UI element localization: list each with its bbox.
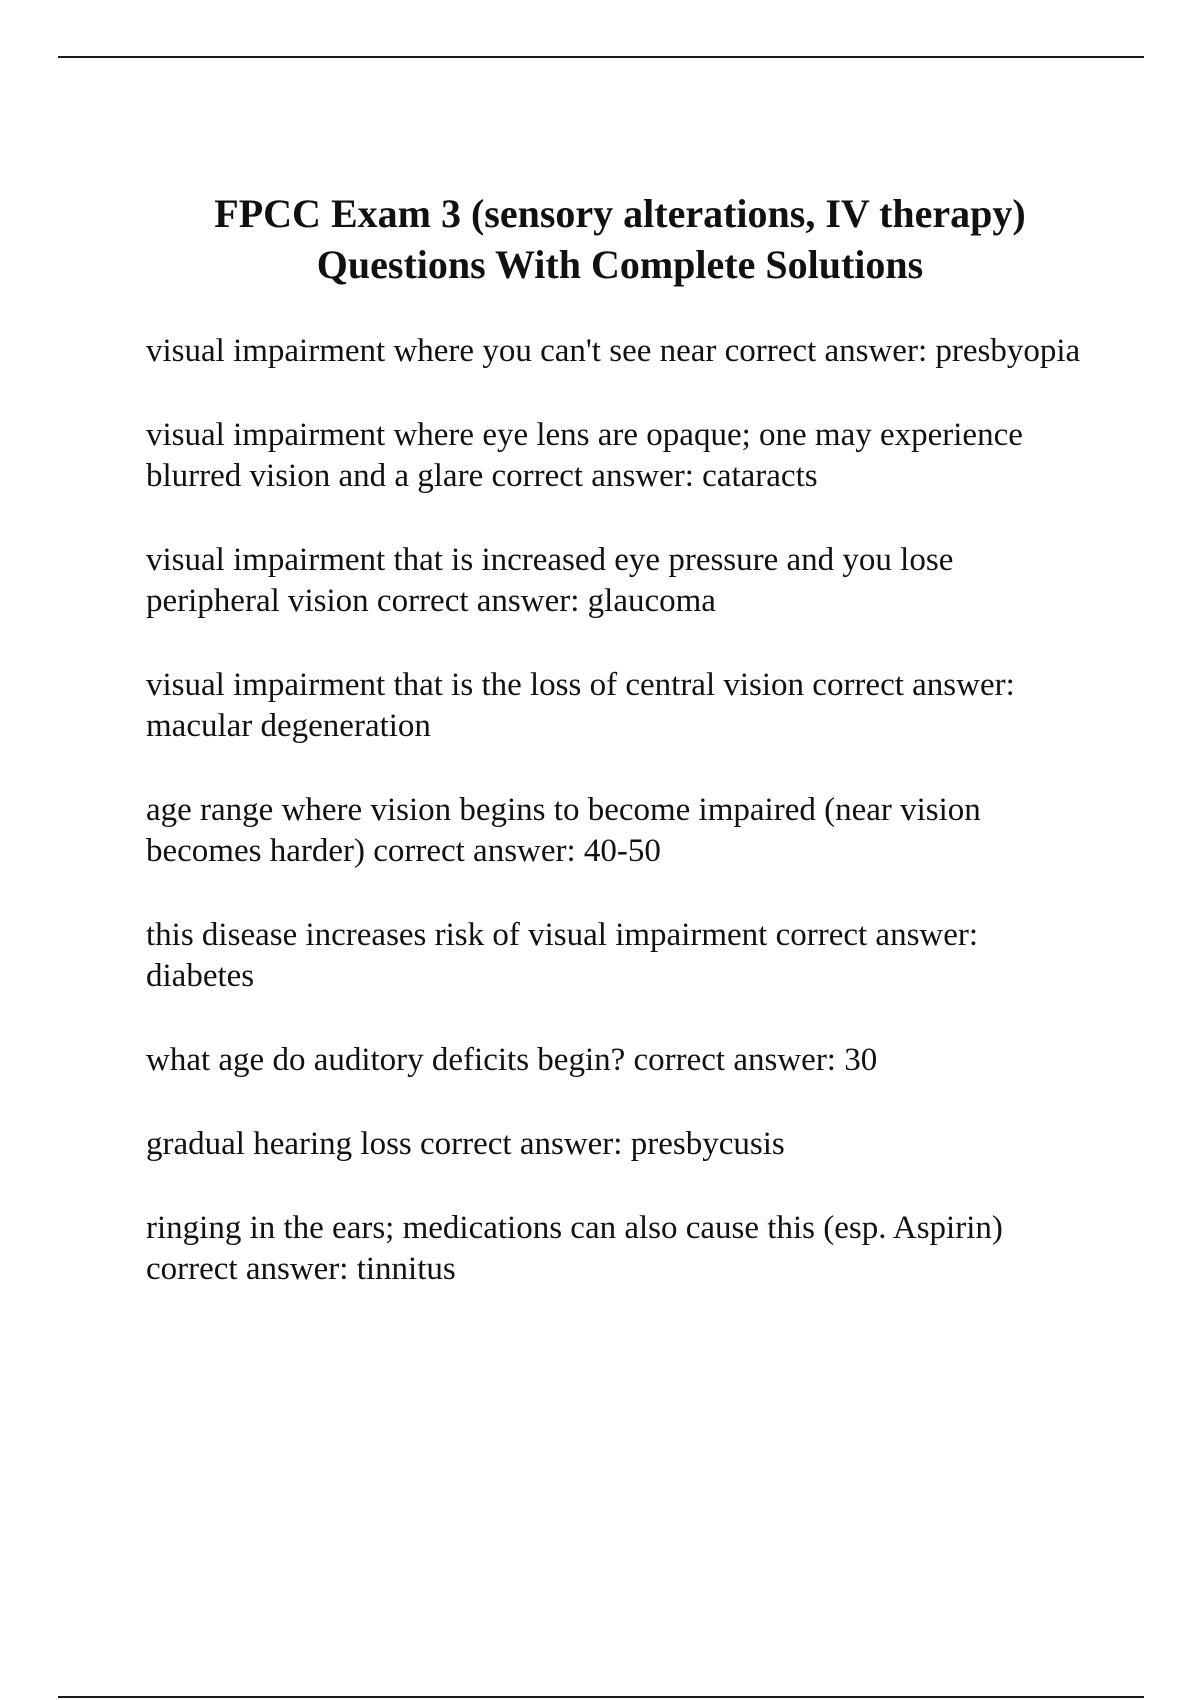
qa-item: visual impairment where eye lens are opaque; one may experience blurred vision and a glare correct answer: cataracts [146, 417, 1023, 494]
qa-item: age range where vision begins to become impaired (near vision becomes harder) correct answer: 40-50 [146, 792, 981, 869]
header-rule [58, 56, 1144, 58]
document-title [100, 188, 1140, 290]
qa-item: this disease increases risk of visual impairment correct answer: diabetes [146, 917, 979, 994]
qa-item: visual impairment where you can't see near correct answer: presbyopia [146, 333, 1081, 369]
qa-item: what age do auditory deficits begin? correct answer: 30 [146, 1042, 878, 1078]
footer-rule [58, 1696, 1144, 1698]
qa-item: ringing in the ears; medications can also cause this (esp. Aspirin) correct answer: tinnitus [146, 1210, 1003, 1287]
qa-item: visual impairment that is increased eye pressure and you lose peripheral vision correct answer: glaucoma [146, 542, 954, 619]
question-answer-list [146, 331, 1086, 1333]
qa-item: gradual hearing loss correct answer: presbycusis [146, 1126, 785, 1162]
title-line-2: Questions With Complete Solutions [316, 242, 924, 287]
title-line-1: FPCC Exam 3 (sensory alterations, IV therapy) [214, 191, 1026, 236]
qa-item: visual impairment that is the loss of central vision correct answer: macular degeneration [146, 667, 1015, 744]
